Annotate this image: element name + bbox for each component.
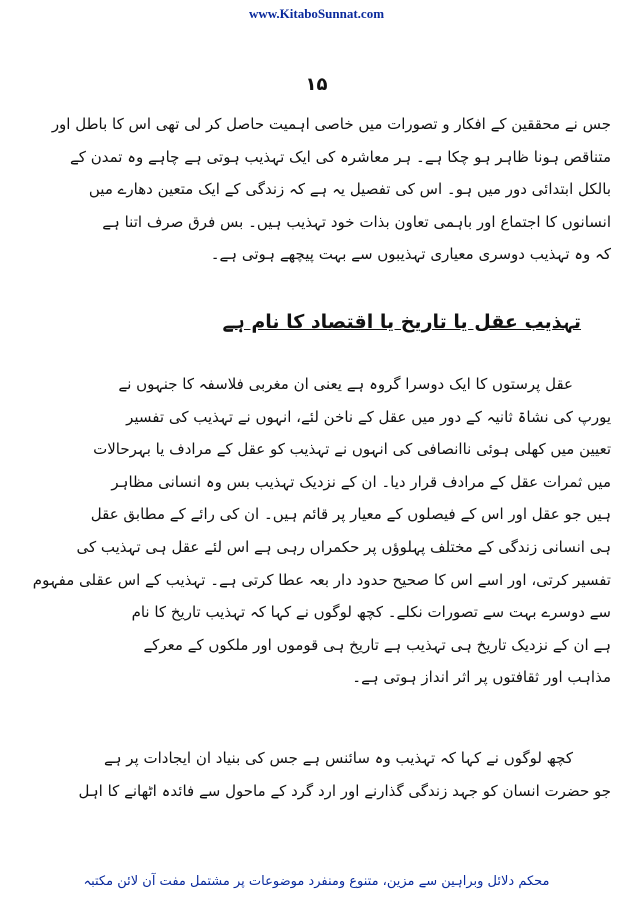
footer-banner: محکم دلائل وبراہین سے مزین، متنوع ومنفرد موضوعات پر مشتمل مفت آن لائن مکتبہ bbox=[83, 874, 550, 889]
text-line: سے دوسرے بہت سے تصورات نکلے۔ کچھ لوگوں نے کہا کہ تہذیب تاریخ کا نام bbox=[131, 603, 611, 622]
text-line: ہی انسانی زندگی کے مختلف پہلوؤں پر حکمراں رہی ہے اس لئے عقل ہی تہذیب کی bbox=[76, 537, 611, 556]
text-line: یورپ کی نشاۃ ثانیہ کے دور میں عقل کے ناخن لئے، انہوں نے تہذیب کی تفسیر bbox=[126, 407, 611, 426]
site-url[interactable]: www.KitaboSunnat.com bbox=[248, 6, 385, 21]
text-line: انسانوں کا اجتماع اور باہمی تعاون بذات خود تہذیب ہیں۔ بس فرق صرف اتنا ہے bbox=[102, 212, 611, 231]
text-line: عقل پرستوں کا ایک دوسرا گروہ ہے یعنی ان مغربی فلاسفہ کا جنہوں نے bbox=[118, 375, 573, 393]
text-line: متناقص ہونا ظاہر ہو چکا ہے۔ ہر معاشرہ کی ایک تہذیب ہوتی ہے چاہے وہ تمدن کے bbox=[70, 147, 611, 166]
text-line: تفسیر کرتی، اور اسے اس کا صحیح حدود دار بعہ عطا کرتی ہے۔ تہذیب کے اس عقلی مفہوم bbox=[33, 570, 611, 589]
text-line: مذاہب اور ثقافتوں پر اثر انداز ہوتی ہے۔ bbox=[352, 668, 611, 687]
text-line: بالکل ابتدائی دور میں ہو۔ اس کی تفصیل یہ ہے کہ زندگی کے ایک متعین دھارے میں bbox=[88, 180, 611, 199]
text-line: کہ وہ تہذیب دوسری معیاری تہذیبوں سے بہت پیچھے ہوتی ہے۔ bbox=[210, 245, 611, 264]
section-heading: تہذیب عقل یا تاریخ یا اقتصاد کا نام ہے bbox=[222, 311, 581, 333]
text-line: تعیین میں کھلی ہوئی ناانصافی کی انہوں نے تہذیب کو عقل کے مرادف یا بہرحالات bbox=[93, 440, 611, 459]
text-line: کچھ لوگوں نے کہا کہ تہذیب وہ سائنس ہے جس کی بنیاد ان ایجادات پر ہے bbox=[103, 749, 573, 767]
paragraph-2 bbox=[33, 368, 611, 694]
text-line: ہیں جو عقل اور اس کے فیصلوں کے معیار پر قائم ہیں۔ ان کی رائے کے مطابق عقل bbox=[90, 505, 611, 524]
paragraph-3 bbox=[33, 742, 611, 807]
text-line: ہے ان کے نزدیک تاریخ ہی تہذیب ہے تاریخ ہی قوموں اور ملکوں کے معرکے bbox=[143, 635, 611, 654]
text-line: جو حضرت انسان کو جہد زندگی گذارنے اور ارد گرد کے ماحول سے فائدہ اٹھانے کا اہل bbox=[78, 781, 611, 800]
text-line: میں ثمرات عقل کے مرادف قرار دیا۔ ان کے نزدیک تہذیب بس وہ انسانی مظاہر bbox=[111, 472, 611, 491]
paragraph-1 bbox=[33, 108, 611, 271]
page-number: ۱۵ bbox=[305, 74, 328, 95]
text-line: جس نے محققین کے افکار و تصورات میں خاصی اہمیت حاصل کر لی تھی اس کا باطل اور bbox=[51, 115, 611, 133]
